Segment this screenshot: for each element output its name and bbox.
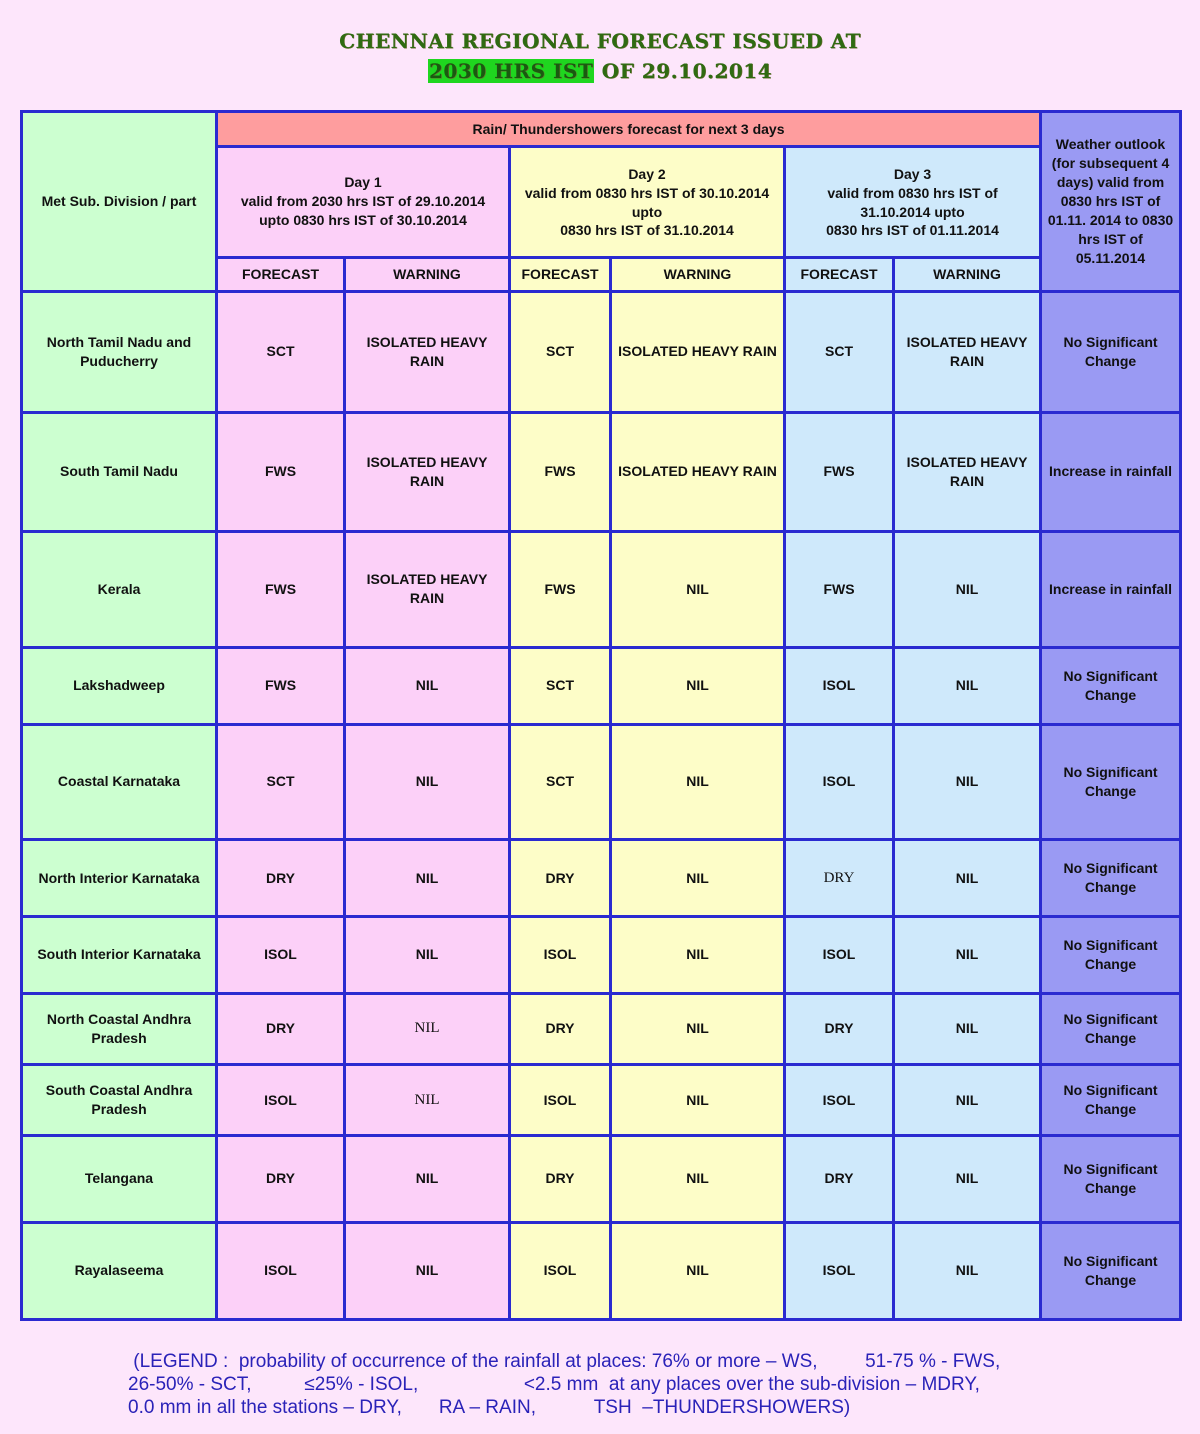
day1-forecast: SCT <box>217 291 345 413</box>
outlook-header: Weather outlook (for subsequent 4 days) valid from 0830 hrs IST of 01.11. 2014 to 0830 hrs IST of 05.11.2014 <box>1041 112 1181 292</box>
table-row <box>22 291 1181 413</box>
title-time-highlight: 2030 HRS IST <box>428 59 594 83</box>
day1-forecast: FWS <box>217 531 345 647</box>
legend <box>128 1350 1118 1419</box>
day3-forecast: DRY <box>785 839 894 916</box>
day1-warning: NIL <box>345 917 510 993</box>
day1-forecast: ISOL <box>217 917 345 993</box>
day2-warning: NIL <box>611 1136 785 1222</box>
legend-line-1: (LEGEND : probability of occurrence of the rainfall at places: 76% or more – WS, 51-75 % - FWS, <box>128 1351 1001 1372</box>
weather-outlook: No Significant Change <box>1041 1136 1181 1222</box>
weather-outlook: No Significant Change <box>1041 291 1181 413</box>
day2-warning: NIL <box>611 531 785 647</box>
table-row <box>22 1222 1181 1320</box>
day1-forecast: FWS <box>217 648 345 724</box>
day2-forecast: SCT <box>510 291 611 413</box>
day1-forecast: DRY <box>217 993 345 1064</box>
table-row <box>22 531 1181 647</box>
day2-forecast: DRY <box>510 1136 611 1222</box>
day2-forecast: ISOL <box>510 1064 611 1135</box>
subdivision-header: Met Sub. Division / part <box>22 112 217 292</box>
weather-outlook: No Significant Change <box>1041 839 1181 916</box>
subdivision-name: North Interior Karnataka <box>22 839 217 916</box>
table-row <box>22 1136 1181 1222</box>
day2-forecast: ISOL <box>510 1222 611 1320</box>
day2-warning: NIL <box>611 648 785 724</box>
day3-forecast: ISOL <box>785 1222 894 1320</box>
day3-title: Day 3 <box>893 165 932 182</box>
day1-warning: NIL <box>345 1222 510 1320</box>
legend-line-3: 0.0 mm in all the stations – DRY, RA – RAIN, TSH –THUNDERSHOWERS) <box>128 1397 851 1418</box>
day3-forecast: DRY <box>785 993 894 1064</box>
day1-valid-upto: upto 0830 hrs IST of 30.10.2014 <box>259 212 467 229</box>
day3-valid-from: valid from 0830 hrs IST of <box>827 184 998 201</box>
subdivision-name: Lakshadweep <box>22 648 217 724</box>
day2-warning: NIL <box>611 993 785 1064</box>
page-title <box>0 26 1200 86</box>
day2-forecast: FWS <box>510 531 611 647</box>
day3-warning: NIL <box>894 839 1041 916</box>
table-row <box>22 993 1181 1064</box>
day1-warning: NIL <box>345 648 510 724</box>
day3-forecast-header: FORECAST <box>785 257 894 291</box>
day1-forecast: DRY <box>217 1136 345 1222</box>
subdivision-name: Rayalaseema <box>22 1222 217 1320</box>
day3-warning: NIL <box>894 1136 1041 1222</box>
table-row <box>22 1064 1181 1135</box>
day3-warning: NIL <box>894 1222 1041 1320</box>
day2-warning: NIL <box>611 1064 785 1135</box>
subdivision-name: North Coastal Andhra Pradesh <box>22 993 217 1064</box>
day1-warning: ISOLATED HEAVY RAIN <box>345 413 510 531</box>
day1-forecast: ISOL <box>217 1064 345 1135</box>
day1-warning: NIL <box>345 1064 510 1135</box>
day3-warning-header: WARNING <box>894 257 1041 291</box>
title-line-2 <box>0 56 1200 86</box>
day3-forecast: ISOL <box>785 1064 894 1135</box>
table-row <box>22 917 1181 993</box>
title-line-1: CHENNAI REGIONAL FORECAST ISSUED AT <box>339 29 861 53</box>
weather-outlook: No Significant Change <box>1041 1222 1181 1320</box>
rain-forecast-header: Rain/ Thundershowers forecast for next 3 days <box>217 112 1041 147</box>
day2-forecast: SCT <box>510 724 611 839</box>
day2-warning: NIL <box>611 1222 785 1320</box>
day2-header <box>510 147 785 257</box>
day1-forecast: ISOL <box>217 1222 345 1320</box>
weather-outlook: No Significant Change <box>1041 1064 1181 1135</box>
day2-warning: ISOLATED HEAVY RAIN <box>611 413 785 531</box>
subdivision-name: South Coastal Andhra Pradesh <box>22 1064 217 1135</box>
day3-warning: NIL <box>894 648 1041 724</box>
day3-valid-upto-time: 0830 hrs IST of 01.11.2014 <box>826 221 999 238</box>
day3-warning: ISOLATED HEAVY RAIN <box>894 413 1041 531</box>
day2-warning: NIL <box>611 917 785 993</box>
day3-forecast: ISOL <box>785 648 894 724</box>
day3-warning: ISOLATED HEAVY RAIN <box>894 291 1041 413</box>
table-row <box>22 839 1181 916</box>
day1-forecast: DRY <box>217 839 345 916</box>
day1-warning-header: WARNING <box>345 257 510 291</box>
weather-outlook: No Significant Change <box>1041 724 1181 839</box>
day2-forecast: ISOL <box>510 917 611 993</box>
day3-forecast: FWS <box>785 531 894 647</box>
day3-warning: NIL <box>894 917 1041 993</box>
header-row-1 <box>22 112 1181 147</box>
day3-forecast: DRY <box>785 1136 894 1222</box>
day3-warning: NIL <box>894 531 1041 647</box>
day1-forecast: FWS <box>217 413 345 531</box>
subdivision-name: South Tamil Nadu <box>22 413 217 531</box>
day1-warning: NIL <box>345 839 510 916</box>
day1-title: Day 1 <box>344 174 382 191</box>
table-row <box>22 648 1181 724</box>
day3-forecast: ISOL <box>785 724 894 839</box>
day2-valid-upto-time: 0830 hrs IST of 31.10.2014 <box>560 221 734 238</box>
subdivision-name: North Tamil Nadu and Puducherry <box>22 291 217 413</box>
table-row <box>22 724 1181 839</box>
forecast-table <box>20 110 1182 1321</box>
day2-warning: ISOLATED HEAVY RAIN <box>611 291 785 413</box>
legend-line-2: 26-50% - SCT, ≤25% - ISOL, <2.5 mm at any places over the sub-division – MDRY, <box>128 1374 980 1395</box>
day2-valid-upto: upto <box>631 203 663 220</box>
weather-outlook: Increase in rainfall <box>1041 413 1181 531</box>
day2-title: Day 2 <box>628 165 666 182</box>
day1-warning: NIL <box>345 1136 510 1222</box>
day2-forecast-header: FORECAST <box>510 257 611 291</box>
day3-forecast: FWS <box>785 413 894 531</box>
day1-warning: NIL <box>345 724 510 839</box>
day3-forecast: SCT <box>785 291 894 413</box>
weather-outlook: No Significant Change <box>1041 917 1181 993</box>
subdivision-name: Coastal Karnataka <box>22 724 217 839</box>
subdivision-name: South Interior Karnataka <box>22 917 217 993</box>
day2-warning: NIL <box>611 839 785 916</box>
day2-forecast: FWS <box>510 413 611 531</box>
weather-outlook: Increase in rainfall <box>1041 531 1181 647</box>
day2-valid-from: valid from 0830 hrs IST of 30.10.2014 <box>524 184 770 201</box>
weather-outlook: No Significant Change <box>1041 648 1181 724</box>
day3-warning: NIL <box>894 1064 1041 1135</box>
day2-forecast: DRY <box>510 993 611 1064</box>
day1-forecast-header: FORECAST <box>217 257 345 291</box>
day1-warning: ISOLATED HEAVY RAIN <box>345 531 510 647</box>
subdivision-name: Kerala <box>22 531 217 647</box>
day3-forecast: ISOL <box>785 917 894 993</box>
day2-warning-header: WARNING <box>611 257 785 291</box>
day1-header <box>217 147 510 257</box>
table-row <box>22 413 1181 531</box>
title-date: OF 29.10.2014 <box>594 59 773 83</box>
weather-outlook: No Significant Change <box>1041 993 1181 1064</box>
day1-warning: NIL <box>345 993 510 1064</box>
day1-valid-from: valid from 2030 hrs IST of 29.10.2014 <box>240 193 486 210</box>
day2-forecast: DRY <box>510 839 611 916</box>
day2-warning: NIL <box>611 724 785 839</box>
day1-forecast: SCT <box>217 724 345 839</box>
day3-valid-upto: 31.10.2014 upto <box>860 203 965 220</box>
subdivision-name: Telangana <box>22 1136 217 1222</box>
day2-forecast: SCT <box>510 648 611 724</box>
day3-warning: NIL <box>894 724 1041 839</box>
day3-header <box>785 147 1041 257</box>
day1-warning: ISOLATED HEAVY RAIN <box>345 291 510 413</box>
day3-warning: NIL <box>894 993 1041 1064</box>
